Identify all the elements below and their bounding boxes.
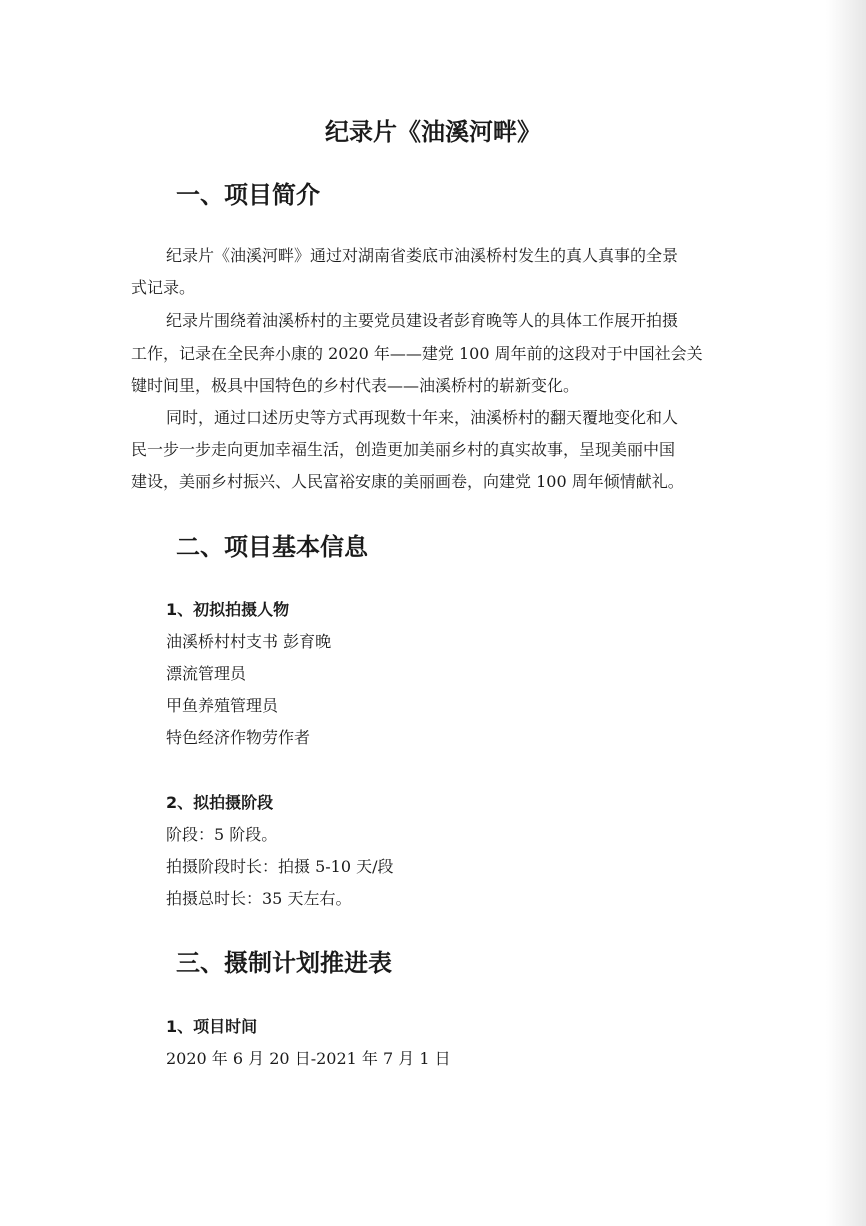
intro-para2-line1: 纪录片围绕着油溪桥村的主要党员建设者彭育晚等人的具体工作展开拍摄 — [166, 311, 679, 330]
subheading-people: 1、初拟拍摄人物 — [166, 600, 290, 619]
page-edge-shadow — [826, 0, 866, 1226]
section-heading-intro: 一、项目简介 — [176, 181, 320, 209]
list-item: 阶段：5 阶段。 — [166, 825, 278, 844]
list-item: 拍摄阶段时长：拍摄 5-10 天/段 — [166, 857, 394, 876]
document-title: 纪录片《油溪河畔》 — [325, 118, 541, 146]
list-item: 特色经济作物劳作者 — [166, 728, 311, 747]
intro-para2-line2: 工作，记录在全民奔小康的 2020 年——建党 100 周年前的这段对于中国社会关 — [131, 344, 703, 363]
project-time-value: 2020 年 6 月 20 日-2021 年 7 月 1 日 — [166, 1049, 451, 1068]
subheading-stages: 2、拟拍摄阶段 — [166, 793, 274, 812]
intro-para3-line3: 建设，美丽乡村振兴、人民富裕安康的美丽画卷，向建党 100 周年倾情献礼。 — [131, 472, 684, 491]
subheading-project-time: 1、项目时间 — [166, 1017, 258, 1036]
intro-para3-line2: 民一步一步走向更加幸福生活，创造更加美丽乡村的真实故事，呈现美丽中国 — [131, 440, 676, 459]
section-heading-basic-info: 二、项目基本信息 — [176, 533, 368, 561]
list-item: 漂流管理员 — [166, 664, 247, 683]
intro-para1-line2: 式记录。 — [131, 278, 196, 297]
section-heading-schedule: 三、摄制计划推进表 — [176, 949, 392, 977]
list-item: 甲鱼养殖管理员 — [166, 696, 279, 715]
intro-para1-line1: 纪录片《油溪河畔》通过对湖南省娄底市油溪桥村发生的真人真事的全景 — [166, 246, 679, 265]
intro-para3-line1: 同时，通过口述历史等方式再现数十年来，油溪桥村的翻天覆地变化和人 — [166, 408, 679, 427]
list-item: 油溪桥村村支书 彭育晚 — [166, 632, 332, 651]
intro-para2-line3: 键时间里，极具中国特色的乡村代表——油溪桥村的崭新变化。 — [131, 376, 580, 395]
list-item: 拍摄总时长：35 天左右。 — [166, 889, 352, 908]
